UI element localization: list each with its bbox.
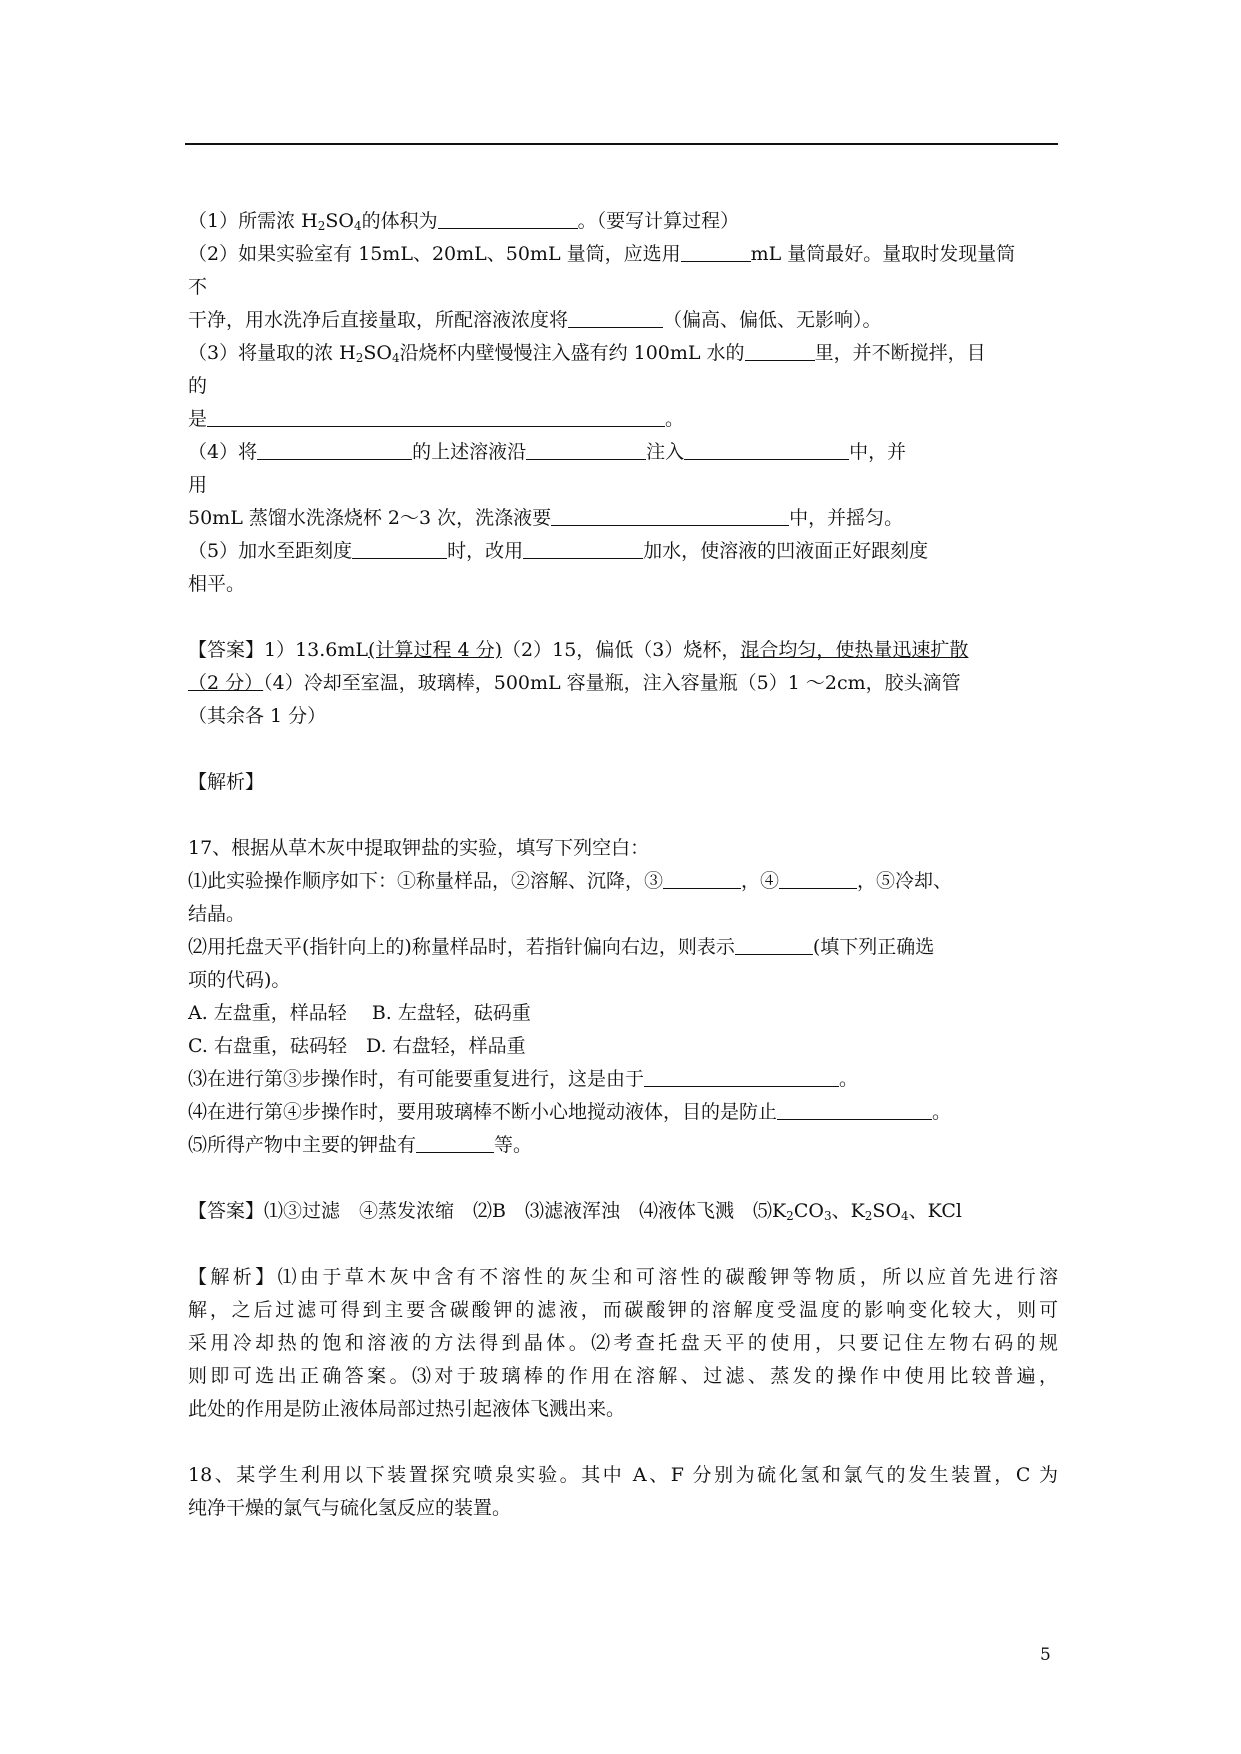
q17-answer: 【答案】⑴③过滤 ④蒸发浓缩 ⑵B ⑶滤液浑浊 ⑷液体飞溅 $⑸K_2CO_3$、$K_2SO_4$、KCl [188, 1200, 962, 1223]
q17-analysis-line5: 此处的作用是防止液体局部过热引起液体飞溅出来。 [188, 1398, 626, 1420]
q16-part3-wrap: 的 [188, 375, 208, 397]
q17-step1-cont: 结晶。 [188, 903, 246, 925]
document-body [188, 205, 1058, 1525]
q17-step2-cont: 项的代码)。 [188, 969, 291, 991]
answer-blank[interactable] [745, 338, 815, 361]
answer-blank[interactable] [568, 305, 663, 328]
answer-blank[interactable] [681, 239, 751, 262]
q17-analysis-line3: 采用冷却热的饱和溶液的方法得到晶体。⑵考查托盘天平的使用，只要记住左物右码的规 [188, 1332, 1058, 1354]
q17-analysis-line4: 则即可选出正确答案。⑶对于玻璃棒的作用在溶解、过滤、蒸发的操作中使用比较普遍， [188, 1365, 1058, 1387]
q17-options-ab: A. 左盘重，样品轻 B. 左盘轻，砝码重 [188, 1002, 531, 1024]
answer-blank[interactable] [523, 536, 643, 559]
q17-step1: ⑴此实验操作顺序如下：①称量样品，②溶解、沉降，③ ，④ ，⑤冷却、 [188, 865, 1058, 898]
answer-blank[interactable] [352, 536, 447, 559]
answer-blank[interactable] [644, 1064, 839, 1087]
q16-part2: （2）如果实验室有 15mL、20mL、50mL 量筒，应选用 mL 量筒最好。量取时发现量筒 [188, 238, 1058, 271]
q17-analysis-line1: 【解析】⑴由于草木灰中含有不溶性的灰尘和可溶性的碳酸钾等物质，所以应首先进行溶 [188, 1266, 1058, 1288]
q18-line2: 纯净干燥的氯气与硫化氢反应的装置。 [188, 1497, 512, 1519]
q17-step4: ⑷在进行第④步操作时，要用玻璃棒不断小心地搅动液体，目的是防止 。 [188, 1096, 1058, 1129]
q16-answer-line2: （2 分）（4）冷却至室温，玻璃棒，500mL 容量瓶，注入容量瓶（5）1 ～2cm，胶头滴管 [188, 672, 961, 694]
q16-analysis-heading: 【解析】 [188, 771, 265, 793]
q17-step2: ⑵用托盘天平(指针向上的)称量样品时，若指针偏向右边，则表示 (填下列正确选 [188, 931, 1058, 964]
q16-part4: （4）将 的上述溶液沿 注入 中，并 [188, 436, 1058, 469]
answer-blank[interactable] [551, 503, 789, 526]
q16-part4-cont: 50mL 蒸馏水洗涤烧杯 2～3 次，洗涤液要 中，并摇匀。 [188, 502, 1058, 535]
answer-blank[interactable] [526, 437, 646, 460]
q16-part1: （1）所需浓 $H_2SO_4$的体积为 。（要写计算过程） [188, 205, 1058, 238]
answer-blank[interactable] [257, 437, 412, 460]
q18-line1: 18、某学生利用以下装置探究喷泉实验。其中 A、F 分别为硫化氢和氯气的发生装置，C 为 [188, 1464, 1058, 1486]
q16-part3: （3）将量取的浓 $H_2SO_4$沿烧杯内壁慢慢注入盛有约 100mL 水的 里，并不断搅拌，目 [188, 337, 1058, 370]
answer-blank[interactable] [735, 932, 813, 955]
q16-part3-cont: 是 。 [188, 403, 1058, 436]
answer-blank[interactable] [779, 866, 857, 889]
q16-part2-cont: 干净，用水洗净后直接量取，所配溶液浓度将 （偏高、偏低、无影响）。 [188, 304, 1058, 337]
q17-analysis-line2: 解，之后过滤可得到主要含碳酸钾的滤液，而碳酸钾的溶解度受温度的影响变化较大，则可 [188, 1299, 1058, 1321]
answer-blank[interactable] [416, 1130, 494, 1153]
q17-step3: ⑶在进行第③步操作时，有可能要重复进行，这是由于 。 [188, 1063, 1058, 1096]
answer-blank[interactable] [207, 404, 665, 427]
q17-title: 17、根据从草木灰中提取钾盐的实验，填写下列空白： [188, 837, 650, 859]
q16-answer-line3: （其余各 1 分） [188, 705, 327, 727]
page-number: 5 [1040, 1645, 1051, 1665]
q17-options-cd: C. 右盘重，砝码轻 D. 右盘轻，样品重 [188, 1035, 526, 1057]
header-rule [185, 143, 1058, 145]
q16-answer-line1: 【答案】1）13.6mL(计算过程 4 分)（2）15，偏低（3）烧杯，混合均匀，使热量迅速扩散 [188, 639, 969, 661]
answer-blank[interactable] [438, 206, 578, 229]
q16-part2-wrap: 不 [188, 276, 208, 298]
q17-step5: ⑸所得产物中主要的钾盐有 等。 [188, 1129, 1058, 1162]
answer-blank[interactable] [684, 437, 849, 460]
q16-part4-wrap: 用 [188, 474, 208, 496]
answer-blank[interactable] [777, 1097, 932, 1120]
q16-part5-cont: 相平。 [188, 573, 246, 595]
q16-part5: （5）加水至距刻度 时，改用 加水，使溶液的凹液面正好跟刻度 [188, 535, 1058, 568]
answer-blank[interactable] [663, 866, 741, 889]
